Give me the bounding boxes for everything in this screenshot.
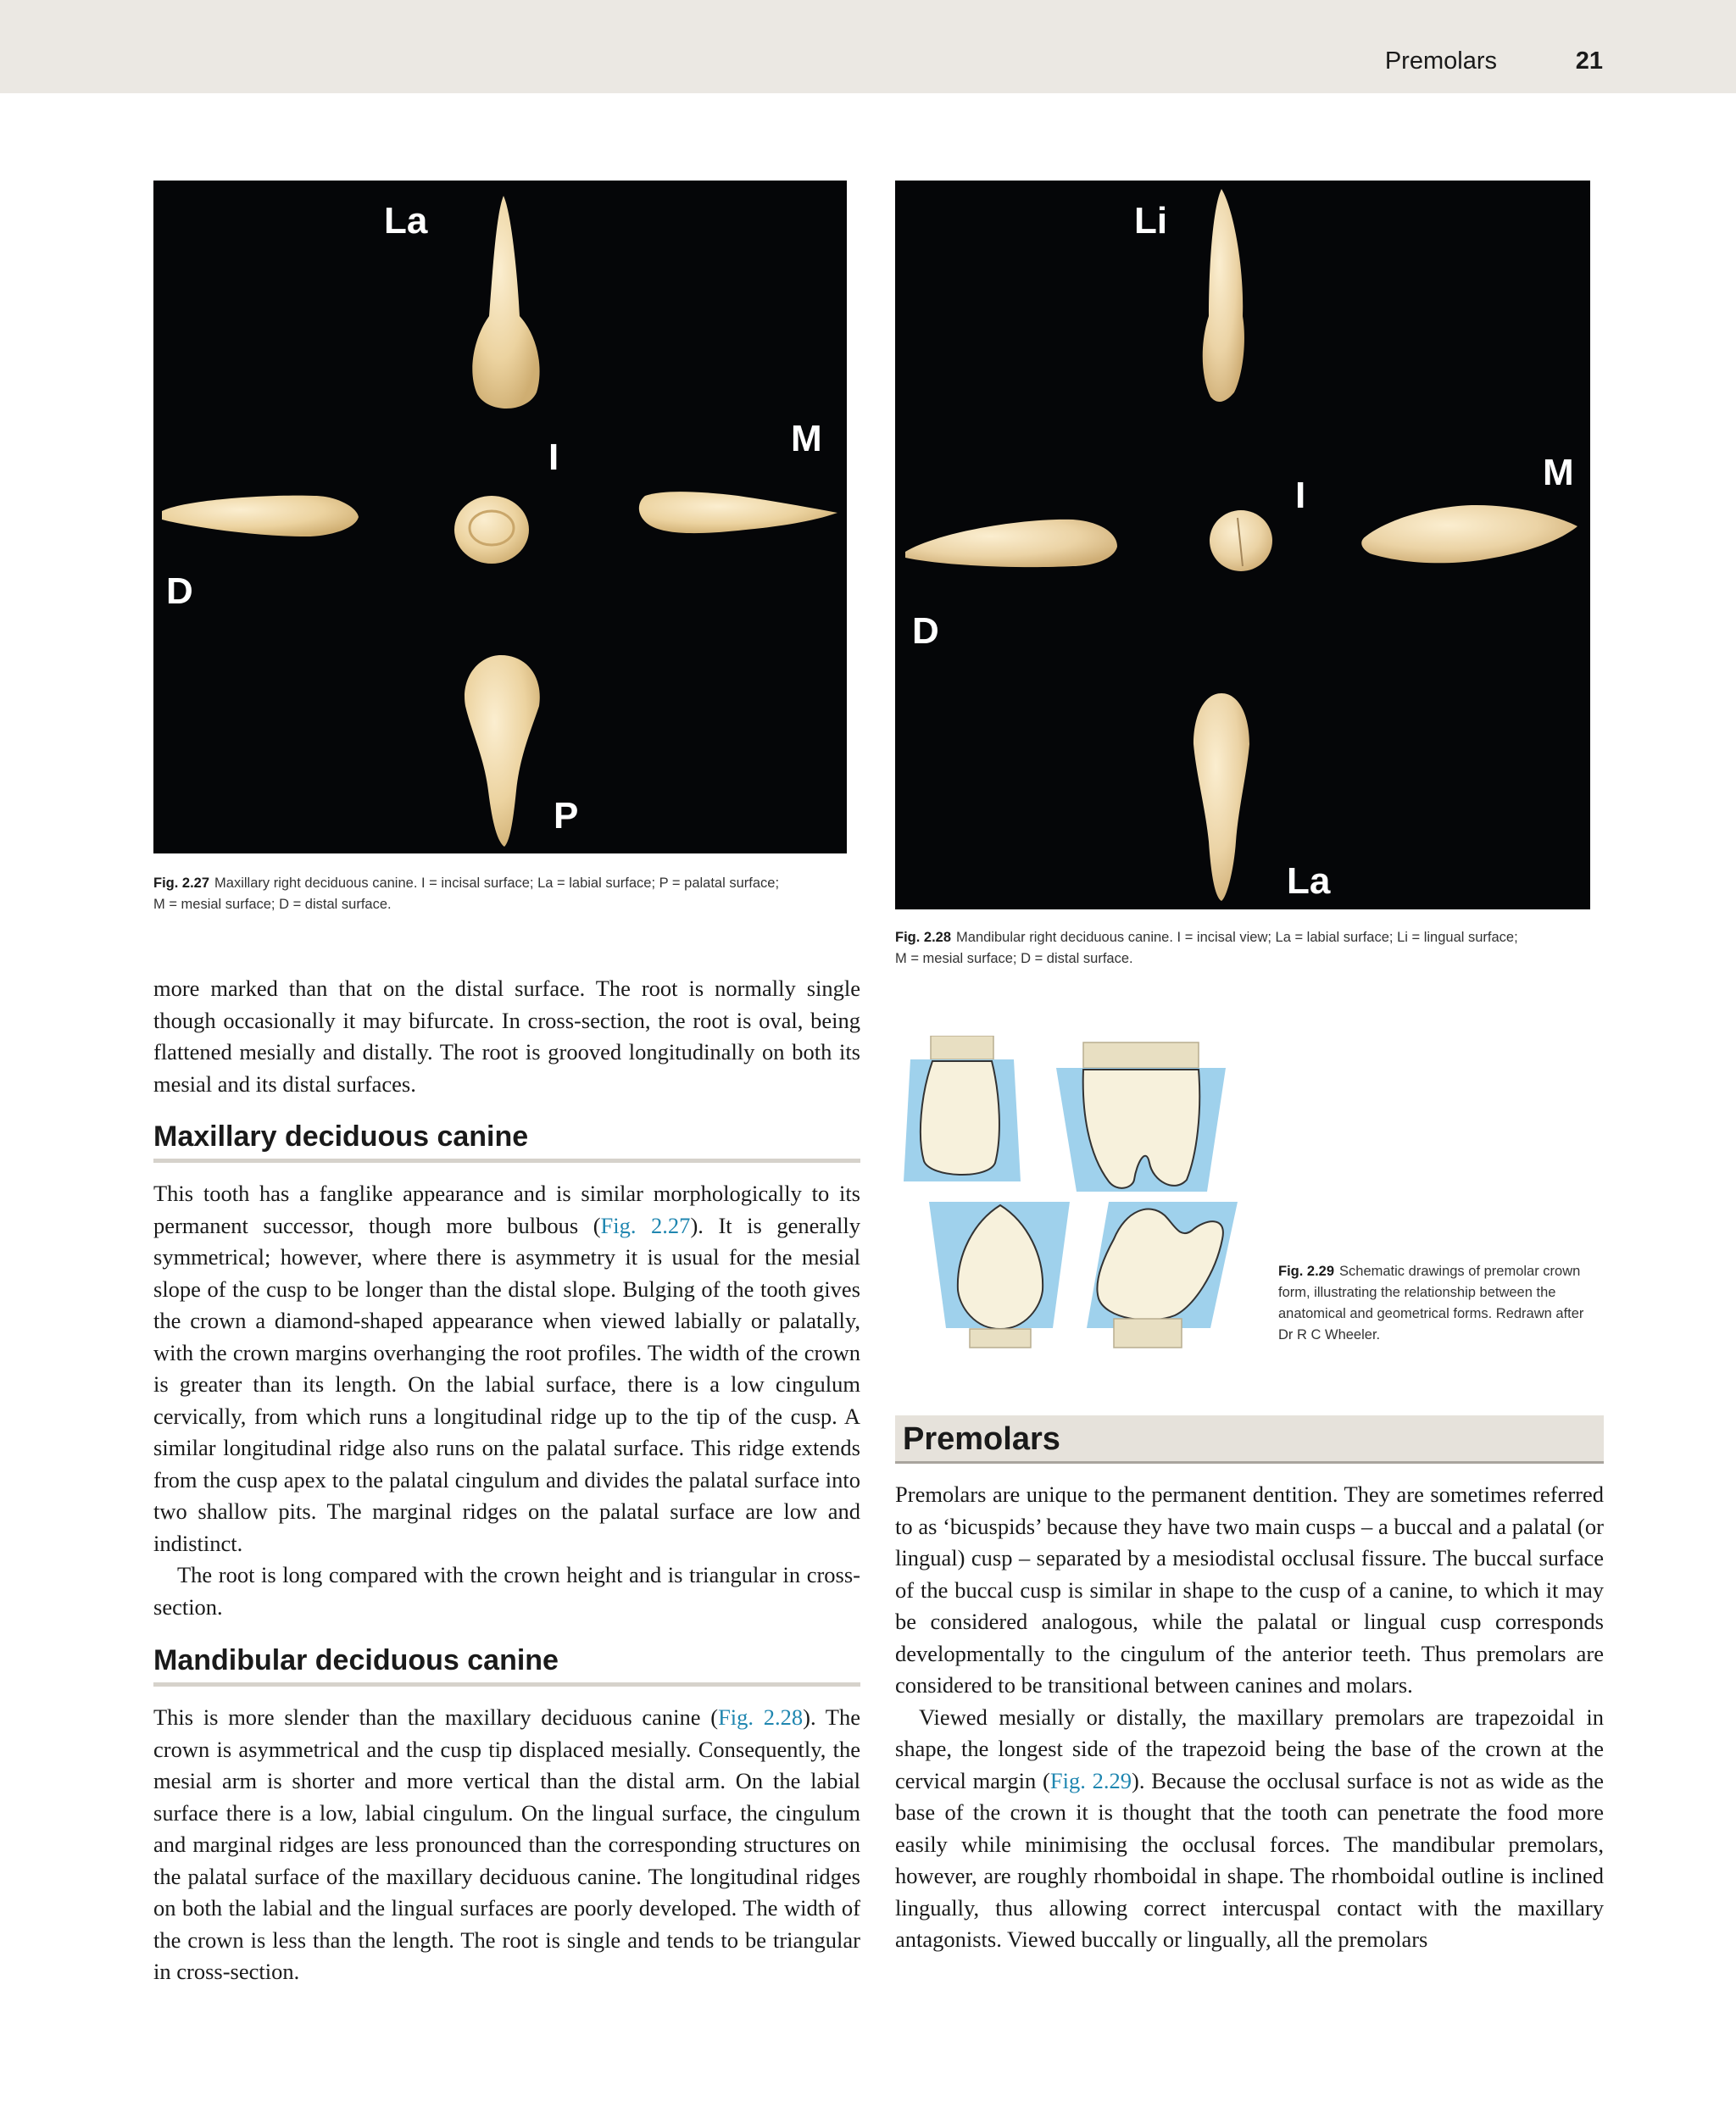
page-number: 21: [1575, 47, 1603, 75]
figure-2-29-caption: [1278, 1261, 1602, 1346]
figure-number: Fig. 2.28: [895, 930, 952, 945]
view-label-incisal: I: [1295, 475, 1306, 516]
paragraph: [153, 1178, 860, 1559]
figure-link-2-29[interactable]: Fig. 2.29: [1049, 1767, 1132, 1793]
tooth-distal-view: [162, 496, 359, 536]
intro-paragraph: [153, 973, 860, 1100]
view-label-palatal: P: [554, 795, 579, 837]
view-label-mesial: M: [1543, 452, 1574, 493]
figure-link-2-27[interactable]: Fig. 2.27: [600, 1212, 691, 1238]
tooth-mesial-view: [1361, 505, 1577, 563]
maxillary-canine-teeth-illustration: [153, 181, 847, 853]
caption-text: Maxillary right deciduous canine. I = incisal surface; La = labial surface; P = palatal surface;: [214, 876, 780, 891]
maxillary-canine-text: [153, 1178, 860, 1623]
tooth-lingual-view: [1203, 189, 1244, 402]
running-title: Premolars: [1384, 47, 1497, 75]
figure-2-28-caption: [895, 927, 1604, 970]
text-run: ). It is generally symmetrical; however, where there is asymmetry it is usual for the mesial slope of the cusp to be longer than the distal slope. Bulging of the tooth gives the crown a diamond-shaped appearance when viewed labially or palatally, with the crown margins overhanging the root profiles. The width of the crown is greater than its length. On the labial surface, there is a low cingulum cervically, from which runs a longitudinal ridge up to the tip of the cusp. A similar longitudinal ridge also runs on the palatal surface. This ridge extends from the cusp apex to the palatal cingulum and divides the palatal surface into two shallow pits. The marginal ridges on the palatal surface are low and indistinct.: [153, 1212, 860, 1556]
heading-mandibular-deciduous-canine: Mandibular deciduous canine: [153, 1644, 860, 1687]
figure-number: Fig. 2.29: [1278, 1264, 1335, 1279]
paragraph: more marked than that on the distal surface. The root is normally single though occasionally it may bifurcate. In cross-section, the root is oval, being flattened mesially and distally. The root is grooved longitudinally on both its mesial and its distal surfaces.: [153, 976, 860, 1097]
text-run: ). The crown is asymmetrical and the cusp tip displaced mesially. Consequently, the mesial arm is shorter and more vertical than the distal arm. On the labial surface there is a low, labial cingulum. On the lingual surface, the cingulum and marginal ridges are less pronounced than the corresponding structures on the palatal surface of the maxillary deciduous canine. The longitudinal ridges on both the labial and the lingual surfaces are poorly developed. The width of the crown is less than the length. The root is single and tends to be triangular in cross-section.: [153, 1704, 860, 1984]
schematic-mandibular-premolar-mesial: [1056, 1042, 1226, 1192]
schematic-maxillary-premolar-buccal: [929, 1202, 1070, 1348]
view-label-distal: D: [912, 610, 939, 652]
view-label-distal: D: [166, 570, 193, 612]
figure-number: Fig. 2.27: [153, 876, 210, 891]
mandibular-canine-text: [153, 1702, 860, 1988]
premolars-text: [895, 1479, 1604, 1956]
figure-2-27-photo: [153, 181, 847, 853]
schematic-mandibular-premolar-buccal: [1087, 1202, 1238, 1348]
caption-text: M = mesial surface; D = distal surface.: [895, 951, 1133, 966]
paragraph: [153, 1702, 860, 1988]
tooth-mesial-view: [639, 492, 837, 533]
tooth-palatal-view: [465, 655, 540, 847]
view-label-labial: La: [1287, 860, 1331, 902]
view-label-labial: La: [384, 200, 428, 242]
view-label-mesial: M: [791, 418, 822, 459]
running-header: [0, 0, 1736, 93]
caption-text: M = mesial surface; D = distal surface.: [153, 897, 392, 912]
caption-text: Schematic drawings of premolar crown form, illustrating the relationship between the anatomical and geometrical forms. Redrawn after Dr R C Wheeler.: [1278, 1264, 1584, 1343]
text-run: This tooth has a fanglike appearance and is similar morphologically to its permanent successor, though more bulbous (: [153, 1181, 860, 1238]
caption-text: Mandibular right deciduous canine. I = incisal view; La = labial surface; Li = lingual surface;: [956, 930, 1518, 945]
figure-2-28-photo: [895, 181, 1590, 909]
figure-2-27-caption: [153, 873, 847, 915]
text-run: Viewed mesially or distally, the maxillary premolars are trapezoidal in shape, the longest side of the trapezoid being the base of the crown at the cervical margin (: [895, 1704, 1604, 1793]
paragraph: The root is long compared with the crown height and is triangular in cross-section.: [153, 1562, 860, 1620]
heading-maxillary-deciduous-canine: Maxillary deciduous canine: [153, 1120, 860, 1163]
tooth-labial-view: [1194, 693, 1249, 901]
figure-2-29-schematic: [895, 1036, 1251, 1349]
heading-premolars-band: [895, 1415, 1604, 1464]
text-run: ). Because the occlusal surface is not as wide as the base of the crown it is thought that the tooth can penetrate the food more easily while minimising the occlusal forces. The mandibular premolars, however, are roughly rhomboidal in shape. The rhomboidal outline is inclined lingually, thus allowing correct intercuspal contact with the maxillary antagonists. Viewed buccally or lingually, all the premolars: [895, 1767, 1604, 1952]
mandibular-canine-teeth-illustration: [895, 181, 1590, 909]
view-label-incisal: I: [548, 436, 559, 478]
figure-link-2-28[interactable]: Fig. 2.28: [718, 1704, 804, 1730]
paragraph: Premolars are unique to the permanent dentition. They are sometimes referred to as ‘bicuspids’ because they have two main cusps – a buccal and a palatal (or lingual) cusp – separated by a mesiodistal occlusal fissure. The buccal surface of the buccal cusp is similar in shape to the cusp of a canine, to which it may be considered analogous, while the palatal or lingual cusp corresponds developmentally to the cingulum of the anterior teeth. Thus premolars are considered to be transitional between canines and molars.: [895, 1481, 1604, 1698]
tooth-incisal-view: [454, 496, 529, 564]
heading-premolars: Premolars: [903, 1421, 1060, 1457]
schematic-maxillary-premolar-mesial: [904, 1036, 1021, 1181]
tooth-distal-view: [905, 520, 1117, 567]
paragraph: [895, 1702, 1604, 1956]
view-label-lingual: Li: [1134, 200, 1168, 242]
tooth-incisal-view: [1210, 510, 1272, 571]
tooth-labial-view: [472, 196, 539, 409]
text-run: This is more slender than the maxillary deciduous canine (: [153, 1704, 719, 1730]
